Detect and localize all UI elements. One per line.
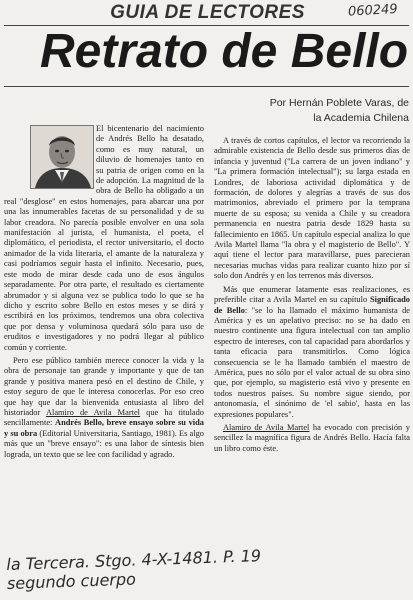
header-bottom-rule xyxy=(4,86,409,87)
article-left-column xyxy=(4,124,204,463)
article-right-column xyxy=(214,136,410,457)
section-heading: GUIA DE LECTORES xyxy=(110,2,305,23)
photo-wrap-space xyxy=(4,123,96,193)
handwritten-source-note xyxy=(6,542,387,593)
handwritten-reference-number: 060249 xyxy=(347,1,399,20)
paragraph: A través de cortos capítulos, el lector va recorriendo la admirable existencia de Bello desde sus primeros días de infancia y juventud ("La carrera de un joven indiano" y "La primera formación intelectual"); su larga estada en Londres, de laboriosa actividad diplomática y de formación, de dolores y alegrías a través de sus dos matrimonios, abreviado el primero por la temprana muerte de su esposa; su venida a Chile y su creadora permanencia en nuestra patria desde 1829 hasta su fallecimiento en 1865. Un capítulo especial analiza lo que Avila Martel llama "la obra y el magisterio de Bello". Y aquí tiene el lector para maravillarse, pues parecieran necesarias muchas vidas para realizar cuanto hizo por sí solo don Andrés y en los terrenos más diversos. xyxy=(214,136,410,281)
byline-author: Por Hernán Poblete Varas, de xyxy=(269,97,409,109)
author-name: Alamiro de Avila Martel xyxy=(45,407,141,417)
handwritten-line: segundo cuerpo xyxy=(6,569,137,593)
paragraph: Pero ese público también merece conocer la vida y la obra de personaje tan grande y importante y que de tan grande y positiva manera pesó en el destino de Chile, y estoy seguro de que le interesa conocerlas. Por eso creo que hay que dar la bienvenida entusiasta al libro del historiador Alamiro de Avila Martel que ha titulado sencillamente: Andrés Bello, breve ensayo sobre su vida y su obra (Editorial Universitaria, Santiago, 1981). Es algo más que un "breve ensayo": es una labor de síntesis bien lograda, un texto que se lee con facilidad y agrado. xyxy=(4,355,204,459)
paragraph: El bicentenario del nacimiento de Andrés Bello ha desatado, como es muy natural, un diluvio de homenajes tanto en su patria de origen como en la de adopción. La magnitud de la obra de Bello ha obligado a un real "desglose" en estos homenajes, para abarcar una por una las innumerables facetas de su personalidad y de su labor creadora. No parecía posible envolver en una sola manifestación al jurista, el humanista, el poeta, el diplomático, el periodista, el rector universitario, el docto animador de la vida literaria, el amante de la naturaleza y casi podríamos seguir hasta el infinito. Necesario, pues, este modo de mirar desde cada uno de esos ángulos separadamente. Por otra parte, el resultado es ciertamente abrumador y si alguna vez se publica todo lo que se ha dicho y escrito sobre Bello en estos meses y se dirá y escribirá en los próximos, tendremos una obra colectiva que por densa y voluminosa quedará sólo para uso de eruditos e investigadores y no podrá llegar al público común y corriente. xyxy=(4,124,204,352)
byline-affiliation: la Academia Chilena xyxy=(313,112,409,124)
article-title: Retrato de Bello xyxy=(40,25,409,78)
paragraph: Más que enumerar latamente esas realizaciones, es preferible citar a Avila Martel en su capítulo Significado de Bello: "se lo ha llamado el máximo humanista de América y es un apelativo preciso: no se ha dado en nuestro continente una figura intelectual con tan amplio espectro de intereses, con tal capacidad para abordarlos y tanta eficacia para transmitirlos. Como lógica consecuencia se le ha llamado también el maestro de América, pues no sólo por el valor actual de su obra sino que, por ejemplo, su magisterio está vivo y presente en todos nuestros países. Su nombre sigue siendo, por antonomasia, el sinónimo de 'el sabio', hasta en las expresiones populares". xyxy=(214,284,410,419)
author-name: Alamiro de Avila Martel xyxy=(223,422,310,432)
byline xyxy=(224,96,409,126)
book-title: Andrés Bello, breve ensayo sobre su vida y su obra xyxy=(4,418,204,438)
chapter-title: Significado de Bello xyxy=(214,295,410,315)
handwritten-line: la Tercera. Stgo. 4-X-1481. P. 19 xyxy=(6,546,262,574)
paragraph: Alamiro de Avila Martel ha evocado con precisión y sencillez la magnífica figura de Andrés Bello. Hacía falta un libro como éste. xyxy=(214,422,410,453)
